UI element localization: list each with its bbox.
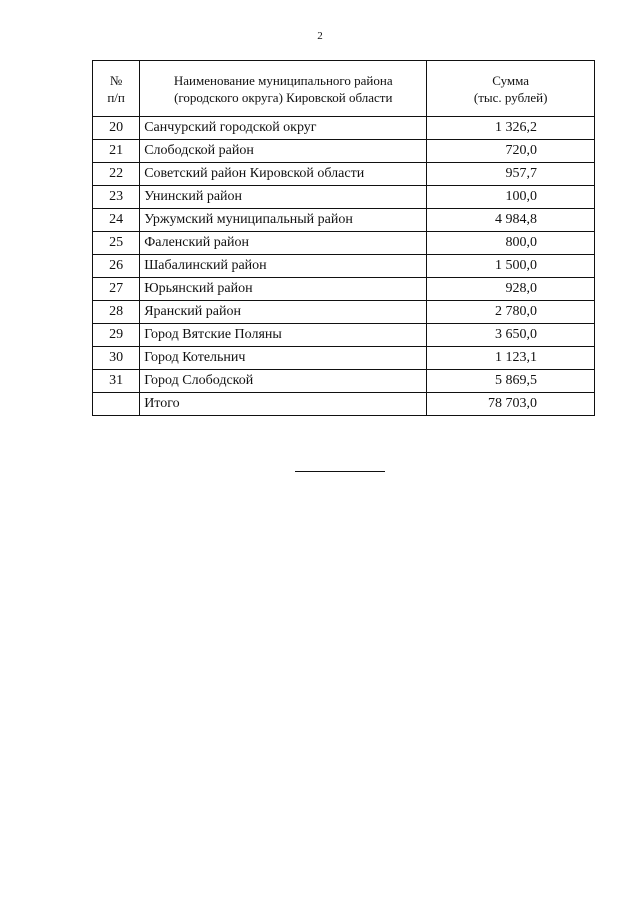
- table-row: [93, 232, 595, 255]
- row-name: Уржумский муниципальный район: [140, 209, 427, 232]
- row-name: Фаленский район: [140, 232, 427, 255]
- table-header: [93, 61, 595, 117]
- row-number: 26: [93, 255, 140, 278]
- row-number: 27: [93, 278, 140, 301]
- table-row: [93, 370, 595, 393]
- row-name: Город Котельнич: [140, 347, 427, 370]
- table-row: [93, 140, 595, 163]
- row-sum: 5 869,5: [427, 370, 595, 393]
- row-name: Яранский район: [140, 301, 427, 324]
- table-row: [93, 324, 595, 347]
- row-number: 28: [93, 301, 140, 324]
- row-sum: 3 650,0: [427, 324, 595, 347]
- row-name: Город Слободской: [140, 370, 427, 393]
- row-sum: 100,0: [427, 186, 595, 209]
- page-number: 2: [317, 30, 323, 42]
- row-number: 30: [93, 347, 140, 370]
- row-name: Советский район Кировской области: [140, 163, 427, 186]
- row-name: Город Вятские Поляны: [140, 324, 427, 347]
- row-sum: 1 326,2: [427, 117, 595, 140]
- total-row: [93, 393, 595, 416]
- row-number: 31: [93, 370, 140, 393]
- total-number: [93, 393, 140, 416]
- row-sum: 800,0: [427, 232, 595, 255]
- row-number: 29: [93, 324, 140, 347]
- table-row: [93, 255, 595, 278]
- row-number: 24: [93, 209, 140, 232]
- row-sum: 1 500,0: [427, 255, 595, 278]
- table-body: [93, 117, 595, 416]
- header-number: № п/п: [93, 61, 140, 117]
- table-row: [93, 117, 595, 140]
- closing-separator-line: [295, 471, 385, 472]
- header-name: Наименование муниципального района (городского округа) Кировской области: [140, 61, 427, 117]
- row-sum: 957,7: [427, 163, 595, 186]
- header-sum: Сумма (тыс. рублей): [427, 61, 595, 117]
- row-number: 23: [93, 186, 140, 209]
- row-number: 21: [93, 140, 140, 163]
- table-row: [93, 278, 595, 301]
- allocation-table: [92, 60, 595, 416]
- table-row: [93, 301, 595, 324]
- row-number: 20: [93, 117, 140, 140]
- row-name: Слободской район: [140, 140, 427, 163]
- row-sum: 4 984,8: [427, 209, 595, 232]
- table-row: [93, 209, 595, 232]
- table-row: [93, 163, 595, 186]
- row-name: Шабалинский район: [140, 255, 427, 278]
- row-name: Унинский район: [140, 186, 427, 209]
- row-sum: 928,0: [427, 278, 595, 301]
- row-name: Юрьянский район: [140, 278, 427, 301]
- table-row: [93, 347, 595, 370]
- row-sum: 1 123,1: [427, 347, 595, 370]
- row-number: 22: [93, 163, 140, 186]
- row-name: Санчурский городской округ: [140, 117, 427, 140]
- header-row: [93, 61, 595, 117]
- total-sum: 78 703,0: [427, 393, 595, 416]
- total-label: Итого: [140, 393, 427, 416]
- row-number: 25: [93, 232, 140, 255]
- row-sum: 2 780,0: [427, 301, 595, 324]
- row-sum: 720,0: [427, 140, 595, 163]
- table-row: [93, 186, 595, 209]
